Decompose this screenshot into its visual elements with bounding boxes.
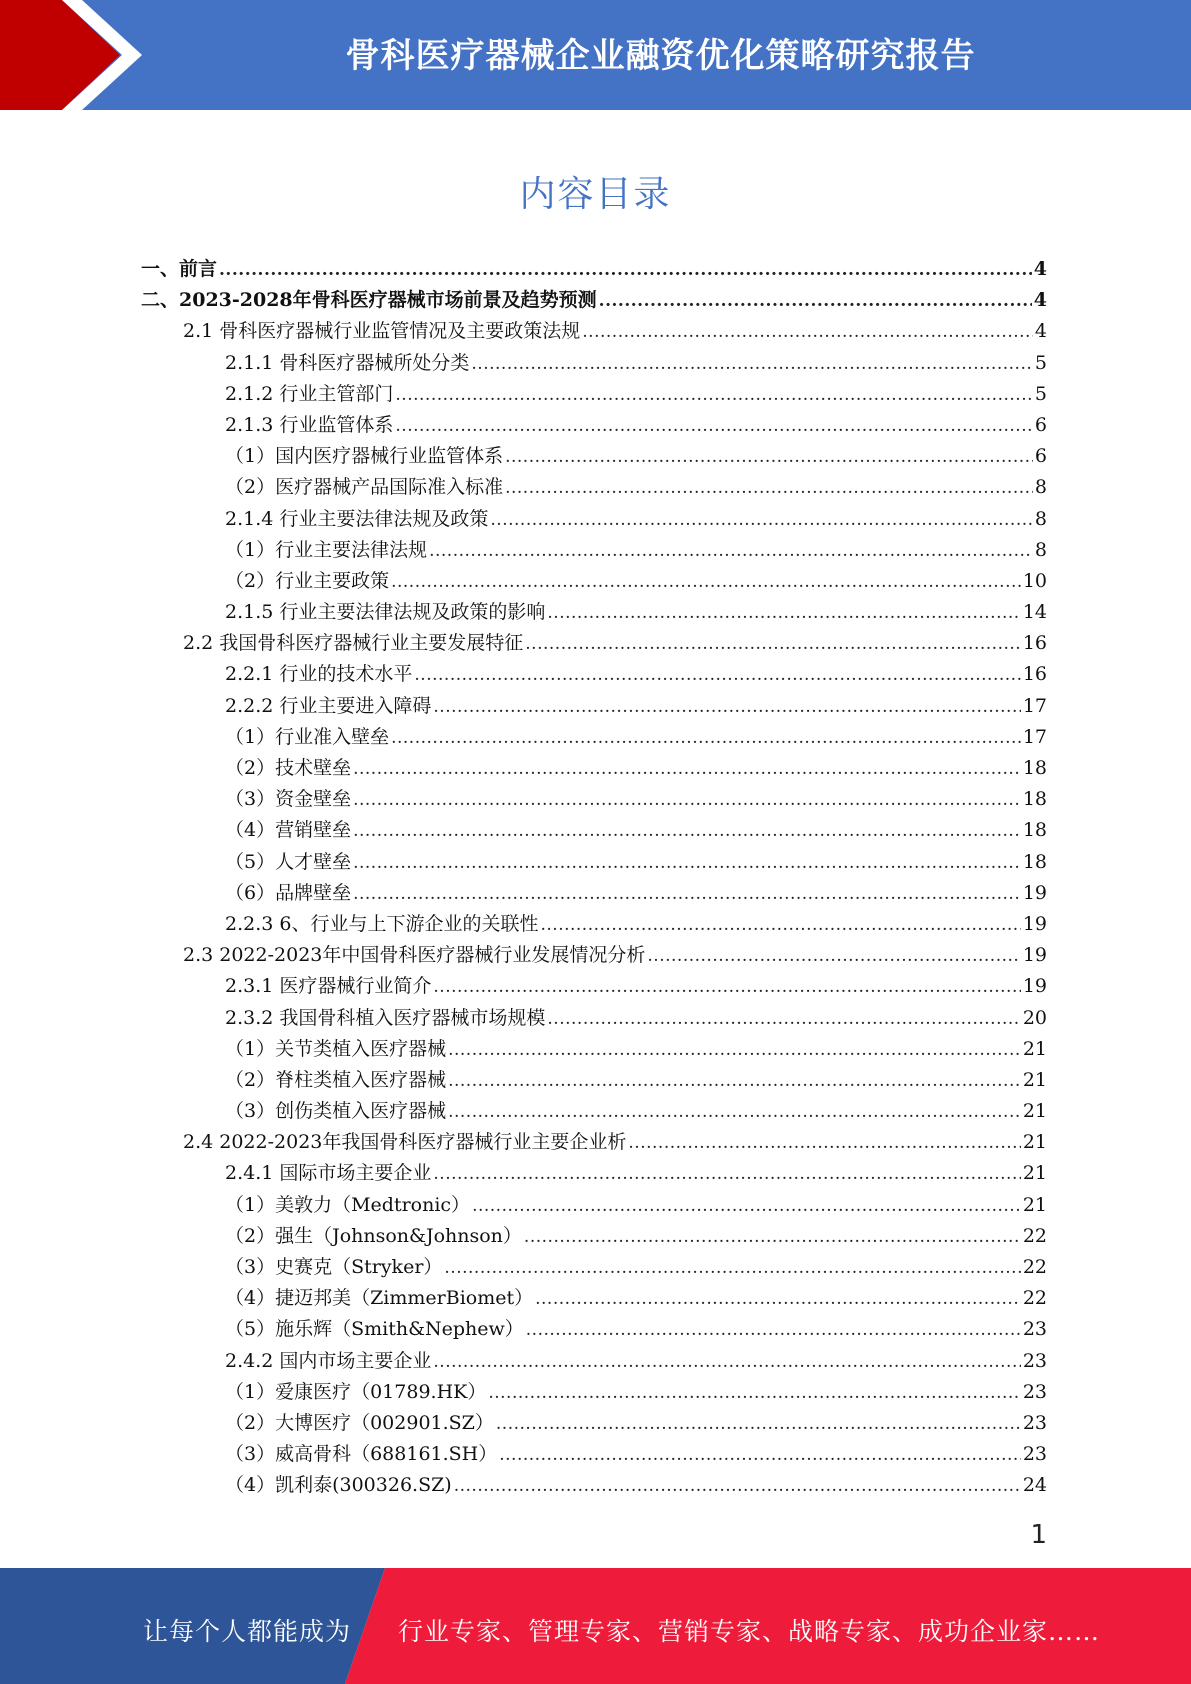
toc-entry[interactable]	[141, 940, 1047, 971]
toc-entry[interactable]	[141, 535, 1047, 566]
toc-entry[interactable]	[141, 1314, 1047, 1345]
toc-entry-page: 21	[1022, 1037, 1047, 1060]
toc-entry-title: （5）人才壁垒	[225, 850, 352, 873]
toc-entry-title: （3）资金壁垒	[225, 788, 352, 811]
toc-entry-page: 21	[1022, 1193, 1047, 1216]
toc-entry-page: 21	[1022, 1068, 1047, 1091]
toc-dot-leader	[353, 785, 1021, 816]
toc-dot-leader	[647, 941, 1020, 972]
toc-dot-leader	[448, 1097, 1021, 1128]
toc-entry[interactable]	[141, 659, 1047, 690]
toc-entry-page: 24	[1022, 1474, 1047, 1497]
toc-entry-title: 2.3.1 医疗器械行业简介	[225, 975, 432, 998]
toc-dot-leader	[353, 879, 1021, 910]
toc-entry-page: 21	[1022, 1100, 1047, 1123]
toc-entry-title: （3）史赛克（Stryker）	[225, 1256, 443, 1278]
toc-dot-leader	[353, 754, 1021, 785]
toc-entry-page: 18	[1022, 788, 1047, 811]
toc-dot-leader	[535, 1284, 1021, 1315]
toc-entry-page: 8	[1034, 538, 1047, 561]
toc-dot-leader	[391, 567, 1021, 598]
toc-entry-title: 一、前言	[141, 258, 218, 280]
toc-entry[interactable]	[141, 1252, 1047, 1283]
toc-entry[interactable]	[141, 441, 1047, 472]
toc-entry-title: 2.3 2022-2023年中国骨科医疗器械行业发展情况分析	[183, 944, 646, 967]
toc-entry-title: （4）凯利泰(300326.SZ)	[225, 1474, 452, 1497]
toc-entry-title: （4）捷迈邦美（ZimmerBiomet）	[225, 1287, 534, 1310]
toc-entry[interactable]	[141, 1034, 1047, 1065]
toc-entry[interactable]	[141, 1346, 1047, 1377]
toc-entry-title: （2）行业主要政策	[225, 569, 390, 592]
toc-dot-leader	[454, 1471, 1021, 1502]
toc-entry[interactable]	[141, 753, 1047, 784]
toc-entry-title: （1）行业主要法律法规	[225, 538, 428, 561]
toc-entry-page: 5	[1034, 382, 1047, 405]
toc-heading: 内容目录	[519, 174, 672, 215]
table-of-contents	[141, 254, 1047, 1502]
toc-dot-leader	[488, 1378, 1020, 1409]
toc-entry-title: （2）大博医疗（002901.SZ）	[225, 1411, 494, 1434]
toc-entry-page: 10	[1022, 569, 1047, 592]
toc-entry[interactable]	[141, 1221, 1047, 1252]
toc-entry[interactable]	[141, 348, 1047, 379]
toc-entry[interactable]	[141, 1158, 1047, 1189]
toc-entry[interactable]	[141, 1096, 1047, 1127]
toc-entry[interactable]	[141, 504, 1047, 535]
toc-dot-leader	[395, 411, 1033, 442]
toc-dot-leader	[628, 1128, 1020, 1159]
toc-dot-leader	[525, 629, 1021, 660]
toc-entry[interactable]	[141, 878, 1047, 909]
toc-entry-page: 6	[1034, 445, 1047, 468]
toc-dot-leader	[499, 1440, 1021, 1471]
toc-dot-leader	[540, 910, 1020, 941]
toc-entry-title: 2.2.1 行业的技术水平	[225, 663, 413, 686]
toc-entry-title: （6）品牌壁垒	[225, 881, 352, 904]
toc-entry-page: 19	[1022, 975, 1047, 998]
toc-entry-page: 23	[1022, 1349, 1047, 1372]
toc-entry-page: 20	[1022, 1006, 1047, 1029]
toc-entry-title: （2）强生（Johnson&Johnson）	[225, 1224, 522, 1247]
toc-entry-title: 2.2.2 行业主要进入障碍	[225, 694, 432, 717]
toc-dot-leader	[524, 1222, 1021, 1253]
toc-entry[interactable]	[141, 316, 1047, 347]
toc-dot-leader	[599, 286, 1032, 317]
toc-entry-title: 2.2 我国骨科医疗器械行业主要发展特征	[183, 632, 524, 655]
toc-dot-leader	[505, 442, 1033, 473]
toc-dot-leader	[471, 349, 1033, 380]
toc-entry[interactable]	[141, 597, 1047, 628]
toc-entry-page: 19	[1022, 944, 1047, 967]
toc-entry-title: 2.1.4 行业主要法律法规及政策	[225, 507, 489, 530]
footer-slogan-right: 行业专家、管理专家、营销专家、战略专家、成功企业家……	[398, 1617, 1101, 1646]
toc-entry-page: 23	[1022, 1380, 1047, 1403]
report-title: 骨科医疗器械企业融资优化策略研究报告	[345, 36, 976, 76]
toc-entry[interactable]	[141, 1470, 1047, 1501]
toc-entry[interactable]	[141, 1377, 1047, 1408]
toc-entry-page: 23	[1022, 1411, 1047, 1434]
toc-dot-leader	[526, 1315, 1021, 1346]
toc-entry[interactable]	[141, 628, 1047, 659]
toc-entry-title: （2）技术壁垒	[225, 757, 352, 779]
toc-entry-page: 21	[1022, 1162, 1047, 1185]
toc-entry-page: 22	[1022, 1256, 1047, 1278]
toc-entry-title: 2.2.3 6、行业与上下游企业的关联性	[225, 912, 539, 935]
toc-entry-page: 8	[1034, 476, 1047, 499]
toc-entry-title: （1）国内医疗器械行业监管体系	[225, 445, 504, 468]
toc-entry[interactable]	[141, 722, 1047, 753]
toc-dot-leader	[429, 536, 1033, 567]
toc-dot-leader	[433, 1347, 1020, 1378]
toc-entry-title: 2.1.1 骨科医疗器械所处分类	[225, 351, 470, 374]
toc-dot-leader	[547, 598, 1020, 629]
toc-dot-leader	[444, 1253, 1020, 1284]
toc-entry-page: 18	[1022, 850, 1047, 873]
toc-entry-page: 16	[1022, 663, 1047, 686]
toc-entry-title: （2）脊柱类植入医疗器械	[225, 1068, 447, 1091]
toc-dot-leader	[433, 1159, 1020, 1190]
toc-dot-leader	[582, 317, 1033, 348]
toc-entry-page: 22	[1022, 1287, 1047, 1310]
toc-entry-page: 6	[1034, 413, 1047, 436]
toc-entry[interactable]	[141, 1283, 1047, 1314]
toc-entry-title: 2.1.3 行业监管体系	[225, 413, 394, 436]
page-number: 1	[1030, 1520, 1047, 1550]
toc-entry[interactable]	[141, 410, 1047, 441]
toc-entry-page: 17	[1022, 694, 1047, 717]
toc-dot-leader	[353, 816, 1021, 847]
toc-dot-leader	[496, 1409, 1021, 1440]
toc-entry[interactable]	[141, 254, 1047, 285]
toc-entry-title: （1）行业准入壁垒	[225, 725, 390, 748]
toc-entry[interactable]	[141, 472, 1047, 503]
toc-entry[interactable]	[141, 691, 1047, 722]
toc-entry-title: （1）关节类植入医疗器械	[225, 1037, 447, 1060]
toc-entry-title: 2.1.2 行业主管部门	[225, 382, 394, 405]
toc-dot-leader	[414, 660, 1020, 691]
toc-dot-leader	[448, 1035, 1021, 1066]
toc-entry[interactable]	[141, 909, 1047, 940]
header-banner	[0, 0, 1191, 110]
toc-entry-page: 8	[1034, 507, 1047, 530]
toc-dot-leader	[490, 505, 1033, 536]
toc-entry-title: （1）美敦力（Medtronic）	[225, 1193, 471, 1216]
toc-dot-leader	[547, 1004, 1020, 1035]
toc-entry-page: 18	[1022, 757, 1047, 779]
toc-entry-title: 2.3.2 我国骨科植入医疗器械市场规模	[225, 1006, 546, 1029]
toc-dot-leader	[395, 380, 1033, 411]
footer-slogan-left: 让每个人都能成为	[143, 1617, 352, 1646]
toc-entry[interactable]	[141, 1439, 1047, 1470]
toc-entry-title: （5）施乐辉（Smith&Nephew）	[225, 1318, 524, 1341]
toc-entry-page: 19	[1022, 912, 1047, 935]
toc-entry-title: （3）威高骨科（688161.SH）	[225, 1443, 498, 1466]
toc-dot-leader	[391, 723, 1021, 754]
toc-entry[interactable]	[141, 784, 1047, 815]
toc-entry[interactable]	[141, 1003, 1047, 1034]
toc-entry-page: 16	[1022, 632, 1047, 655]
toc-entry-title: 二、2023-2028年骨科医疗器械市场前景及趋势预测	[141, 289, 597, 312]
toc-entry[interactable]	[141, 1127, 1047, 1158]
toc-entry-title: （3）创伤类植入医疗器械	[225, 1100, 447, 1123]
toc-entry[interactable]	[141, 815, 1047, 846]
toc-entry-page: 4	[1033, 258, 1047, 280]
toc-entry-page: 19	[1022, 881, 1047, 904]
toc-entry-page: 21	[1022, 1131, 1047, 1154]
toc-entry-title: 2.1.5 行业主要法律法规及政策的影响	[225, 601, 546, 624]
toc-entry-title: 2.4.2 国内市场主要企业	[225, 1349, 432, 1372]
toc-entry[interactable]	[141, 1408, 1047, 1439]
toc-entry-page: 17	[1022, 725, 1047, 748]
toc-dot-leader	[219, 255, 1032, 286]
chevron-arrow-icon	[0, 0, 170, 110]
toc-dot-leader	[448, 1066, 1021, 1097]
toc-dot-leader	[433, 972, 1020, 1003]
toc-entry[interactable]	[141, 1065, 1047, 1096]
toc-entry[interactable]	[141, 847, 1047, 878]
toc-entry[interactable]	[141, 1190, 1047, 1221]
toc-entry-page: 4	[1033, 289, 1047, 312]
toc-entry[interactable]	[141, 285, 1047, 316]
toc-entry-title: （1）爱康医疗（01789.HK）	[225, 1380, 487, 1403]
toc-entry-page: 14	[1022, 601, 1047, 624]
toc-entry-page: 5	[1034, 351, 1047, 374]
toc-entry-page: 23	[1022, 1318, 1047, 1341]
toc-entry-page: 4	[1034, 320, 1047, 343]
toc-entry[interactable]	[141, 971, 1047, 1002]
toc-entry-title: （2）医疗器械产品国际准入标准	[225, 476, 504, 499]
toc-entry[interactable]	[141, 566, 1047, 597]
toc-entry-title: （4）营销壁垒	[225, 819, 352, 842]
toc-entry-title: 2.4 2022-2023年我国骨科医疗器械行业主要企业析	[183, 1131, 627, 1154]
toc-dot-leader	[353, 848, 1021, 879]
footer-banner	[0, 1568, 1191, 1684]
toc-dot-leader	[472, 1191, 1021, 1222]
toc-entry-title: 2.1 骨科医疗器械行业监管情况及主要政策法规	[183, 320, 581, 343]
toc-entry-title: 2.4.1 国际市场主要企业	[225, 1162, 432, 1185]
toc-dot-leader	[505, 473, 1033, 504]
toc-entry[interactable]	[141, 379, 1047, 410]
toc-entry-page: 22	[1022, 1224, 1047, 1247]
toc-dot-leader	[433, 692, 1020, 723]
toc-entry-page: 23	[1022, 1443, 1047, 1466]
toc-entry-page: 18	[1022, 819, 1047, 842]
